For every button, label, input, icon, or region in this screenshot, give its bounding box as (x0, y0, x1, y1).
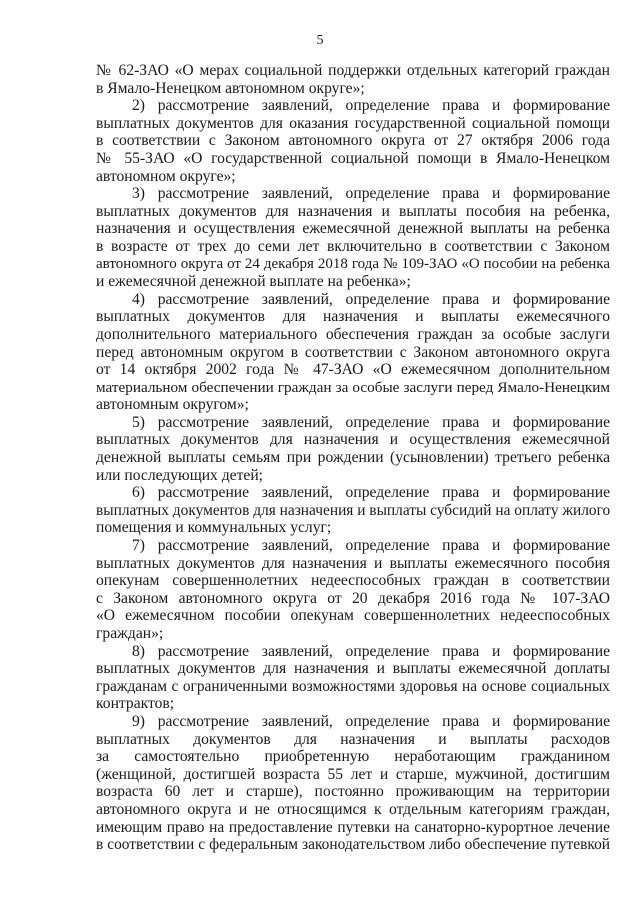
text-line: дополнительного материального обеспечения граждан за особые заслуги (96, 325, 610, 343)
text-line: и ежемесячной денежной выплате на ребенка»; (96, 273, 411, 291)
text-line: выплатных документов для назначения и выплаты расходов (96, 730, 610, 748)
text-line: выплатных документов для назначения и выплаты субсидий на оплату жилого (96, 501, 610, 519)
page-number: 5 (316, 33, 324, 48)
text-line: (женщиной, достигшей возраста 55 лет и старше, мужчиной, достигшим (96, 765, 610, 783)
text-line: с Законом автономного округа от 20 декабря 2016 года № 107-ЗАО (96, 589, 610, 607)
text-line: в соответствии с федеральным законодательством либо обеспечение путевкой (96, 836, 610, 854)
text-line: выплатных документов для назначения и выплаты пособия на ребенка, (96, 202, 610, 220)
text-line: назначения и осуществления ежемесячной денежной выплаты на ребенка (96, 220, 610, 238)
text-line: выплатных документов для оказания государственной социальной помощи (96, 114, 610, 132)
paragraph (96, 484, 610, 537)
text-line: автономного округа от 24 декабря 2018 года № 109-ЗАО «О пособии на ребенка (96, 255, 610, 272)
paragraph (96, 97, 610, 185)
text-line: возраста 60 лет и старше), постоянно проживающим на территории (96, 783, 610, 801)
text-line: денежной выплаты семьям при рождении (усыновлении) третьего ребенка (96, 449, 610, 467)
paragraph (96, 414, 610, 484)
text-line: выплатных документов для назначения и выплаты ежемесячного пособия (96, 554, 610, 572)
text-line: выплатных документов для назначения и выплаты ежемесячной доплаты (96, 660, 610, 678)
text-line: № 55-ЗАО «О государственной социальной помощи в Ямало-Ненецком (96, 149, 610, 167)
text-line: 2) рассмотрение заявлений, определение права и формирование (132, 97, 610, 115)
text-line: в возрасте от трех до семи лет включительно в соответствии с Законом (96, 237, 610, 255)
text-line: материальном обеспечении граждан за особые заслуги перед Ямало-Ненецким (96, 378, 610, 396)
text-line: гражданам с ограниченными возможностями здоровья на основе социальных (96, 677, 610, 695)
text-line: 7) рассмотрение заявлений, определение права и формирование (132, 537, 610, 555)
text-line: или последующих детей; (96, 466, 264, 484)
text-line: 8) рассмотрение заявлений, определение права и формирование (132, 642, 610, 660)
text-line: помещения и коммунальных услуг; (96, 519, 332, 537)
text-line: автономного округа и не относящимся к отдельным категориям граждан, (96, 800, 610, 818)
text-line: 9) рассмотрение заявлений, определение права и формирование (132, 712, 610, 730)
paragraph (96, 62, 610, 97)
text-line: перед автономным округом в соответствии с Законом автономного округа (96, 343, 610, 361)
paragraph (96, 713, 610, 854)
paragraph (96, 537, 610, 643)
text-line: 4) рассмотрение заявлений, определение права и формирование (132, 290, 610, 308)
text-line: 6) рассмотрение заявлений, определение права и формирование (132, 484, 610, 502)
text-line: автономным округом»; (96, 396, 249, 414)
text-line: от 14 октября 2002 года № 47-ЗАО «О ежемесячном дополнительном (96, 361, 610, 379)
text-line: опекунам совершеннолетних недееспособных граждан в соответствии (96, 572, 610, 590)
document-body (96, 62, 610, 854)
text-line: граждан»; (96, 625, 164, 642)
paragraph (96, 643, 610, 713)
text-line: № 62-ЗАО «О мерах социальной поддержки отдельных категорий граждан (96, 62, 610, 79)
text-line: 3) рассмотрение заявлений, определение права и формирование (132, 185, 610, 203)
text-line: в Ямало-Ненецком автономном округе»; (96, 79, 365, 97)
text-line: выплатных документов для назначения и осуществления ежемесячной (96, 431, 610, 449)
text-line: «О ежемесячном пособии опекунам совершеннолетних недееспособных (96, 607, 610, 625)
paragraph (96, 185, 610, 291)
text-line: выплатных документов для назначения и выплаты ежемесячного (96, 308, 610, 326)
text-line: контрактов; (96, 695, 175, 713)
text-line: имеющим право на предоставление путевки на санаторно-курортное лечение (96, 818, 610, 836)
text-line: в соответствии с Законом автономного округа от 27 октября 2006 года (96, 132, 610, 150)
text-line: за самостоятельно приобретенную неработающим гражданином (96, 748, 610, 766)
text-line: 5) рассмотрение заявлений, определение права и формирование (132, 413, 610, 431)
paragraph (96, 291, 610, 414)
text-line: автономном округе»; (96, 167, 236, 185)
